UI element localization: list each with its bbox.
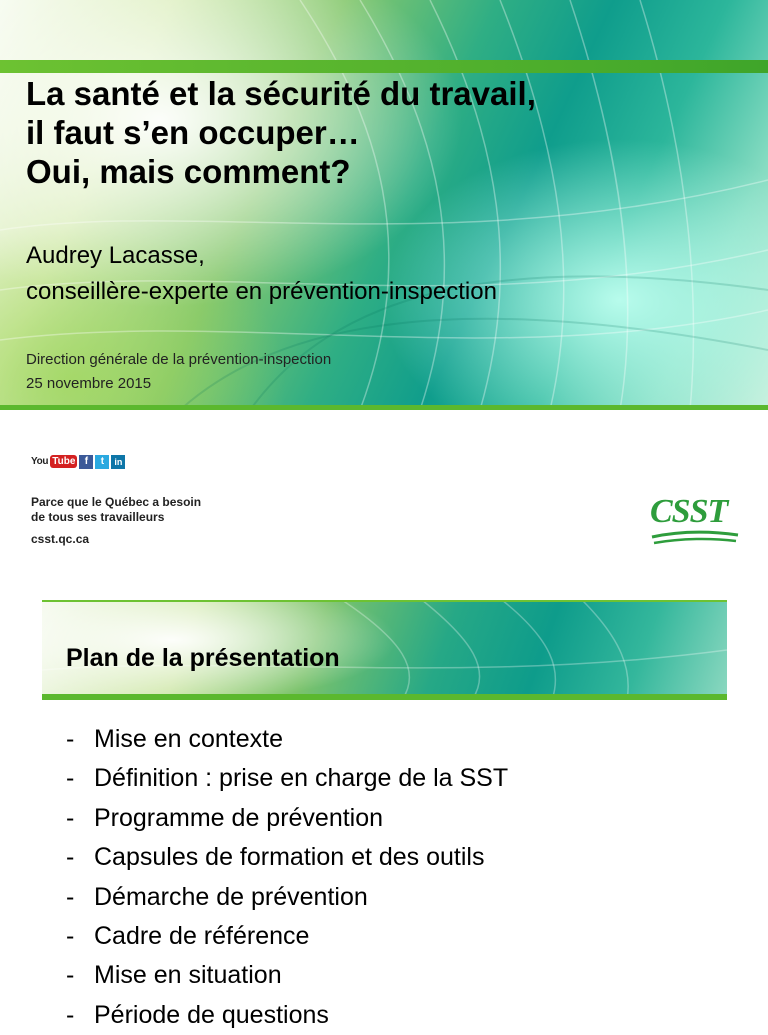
presenter-role: conseillère-experte en prévention-inspection <box>26 278 497 305</box>
csst-logo-text: CSST <box>650 493 728 530</box>
slide-title <box>26 74 536 191</box>
agenda-item: - Mise en contexte <box>66 720 508 759</box>
slide-title-line: il faut s’en occuper… <box>26 114 360 151</box>
agenda-banner <box>42 600 727 700</box>
presenter-name: Audrey Lacasse, <box>26 242 205 269</box>
agenda-item: - Programme de prévention <box>66 799 508 838</box>
tagline <box>31 495 201 525</box>
youtube-tube-label[interactable]: Tube <box>52 456 76 467</box>
logo-swoosh-icon <box>650 493 742 549</box>
hero-background <box>0 0 768 410</box>
csst-logo <box>650 493 742 549</box>
agenda-item: - Capsules de formation et des outils <box>66 838 508 877</box>
presentation-meta <box>26 348 331 396</box>
agenda-item: - Démarche de prévention <box>66 878 508 917</box>
linkedin-icon[interactable]: in <box>111 455 125 469</box>
agenda-item: - Cadre de référence <box>66 917 508 956</box>
tagline-line: Parce que le Québec a besoin <box>31 495 202 509</box>
banner-top-stripe <box>42 600 727 602</box>
agenda-item: - Mise en situation <box>66 956 508 995</box>
department: Direction générale de la prévention-inspection <box>26 351 332 368</box>
agenda-title: Plan de la présentation <box>66 644 340 672</box>
agenda-list <box>66 720 508 1035</box>
facebook-icon[interactable]: f <box>79 455 93 469</box>
slide-title-line: Oui, mais comment? <box>26 153 351 190</box>
youtube-icon[interactable]: You <box>31 456 49 467</box>
tagline-line: de tous ses travailleurs <box>31 510 165 524</box>
website-link[interactable]: csst.qc.ca <box>31 532 90 546</box>
presenter <box>26 238 497 310</box>
twitter-icon[interactable]: t <box>95 455 109 469</box>
agenda-item: - Définition : prise en charge de la SST <box>66 759 508 798</box>
bottom-green-stripe <box>0 405 768 410</box>
social-links <box>31 454 125 469</box>
slide-title-line: La santé et la sécurité du travail, <box>26 75 536 112</box>
banner-bottom-stripe <box>42 694 727 700</box>
top-green-stripe <box>0 60 768 73</box>
agenda-item: - Période de questions <box>66 996 508 1035</box>
presentation-date: 25 novembre 2015 <box>26 375 152 392</box>
